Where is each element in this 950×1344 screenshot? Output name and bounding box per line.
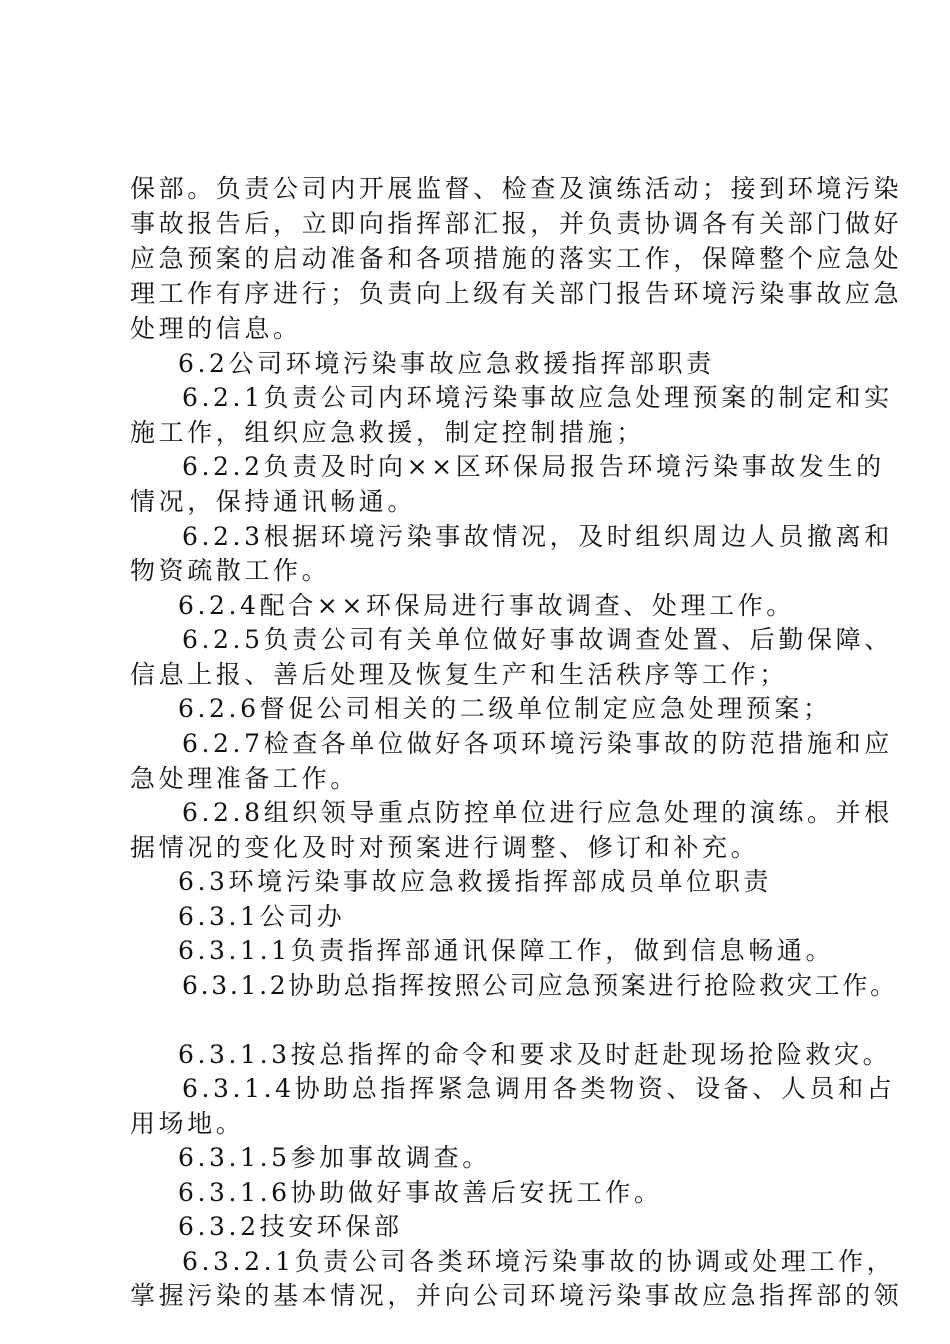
text-line: 6.3.2.1负责公司各类环境污染事故的协调或处理工作，	[182, 1247, 896, 1276]
text-line: 6.2.7检查各单位做好各项环境污染事故的防范措施和应	[182, 729, 893, 758]
section-heading: 6.3环境污染事故应急救援指挥部成员单位职责	[178, 867, 772, 896]
text-line: 6.3.1.1负责指挥部通讯保障工作，做到信息畅通。	[178, 936, 835, 965]
text-line: 理工作有序进行；负责向上级有关部门报告环境污染事故应急	[130, 279, 903, 308]
text-line: 处理的信息。	[130, 314, 302, 343]
text-line: 急处理准备工作。	[130, 764, 359, 793]
subsection-heading: 6.3.1公司办	[178, 902, 346, 931]
text-line: 据情况的变化及时对预案进行调整、修订和补充。	[130, 833, 760, 862]
text-line: 事故报告后，立即向指挥部汇报，并负责协调各有关部门做好	[130, 209, 903, 238]
text-line: 物资疏散工作。	[130, 556, 331, 585]
section-heading: 6.2公司环境污染事故应急救援指挥部职责	[178, 349, 715, 378]
text-line: 6.3.1.2协助总指挥按照公司应急预案进行抢险救灾工作。	[182, 971, 898, 1000]
text-line: 保部。负责公司内开展监督、检查及演练活动；接到环境污染	[130, 174, 903, 203]
text-line: 6.2.3根据环境污染事故情况，及时组织周边人员撤离和	[182, 522, 893, 551]
text-line: 6.3.1.5参加事故调查。	[178, 1143, 491, 1172]
text-line: 6.2.8组织领导重点防控单位进行应急处理的演练。并根	[182, 798, 893, 827]
text-line: 6.2.1负责公司内环境污染事故应急处理预案的制定和实	[182, 383, 893, 412]
text-line: 情况，保持通讯畅通。	[130, 487, 417, 516]
subsection-heading: 6.3.2技安环保部	[178, 1212, 403, 1241]
text-line: 6.3.1.6协助做好事故善后安抚工作。	[178, 1178, 663, 1207]
text-line: 掌握污染的基本情况，并向公司环境污染事故应急指挥部的领	[130, 1281, 903, 1310]
text-line: 6.3.1.4协助总指挥紧急调用各类物资、设备、人员和占	[182, 1074, 896, 1103]
text-line: 6.2.6督促公司相关的二级单位制定应急处理预案；	[178, 694, 832, 723]
text-line: 6.3.1.3按总指挥的命令和要求及时赶赴现场抢险救灾。	[178, 1040, 892, 1069]
text-line: 6.2.5负责公司有关单位做好事故调查处置、后勤保障、	[182, 625, 893, 654]
text-line: 施工作，组织应急救援，制定控制措施；	[130, 418, 645, 447]
text-line: 6.2.4配合××环保局进行事故调查、处理工作。	[178, 591, 795, 620]
text-line: 用场地。	[130, 1109, 245, 1138]
text-line: 6.2.2负责及时向××区环保局报告环境污染事故发生的	[182, 452, 885, 481]
text-line: 信息上报、善后处理及恢复生产和生活秩序等工作；	[130, 660, 788, 689]
text-line: 应急预案的启动准备和各项措施的落实工作，保障整个应急处	[130, 244, 903, 273]
